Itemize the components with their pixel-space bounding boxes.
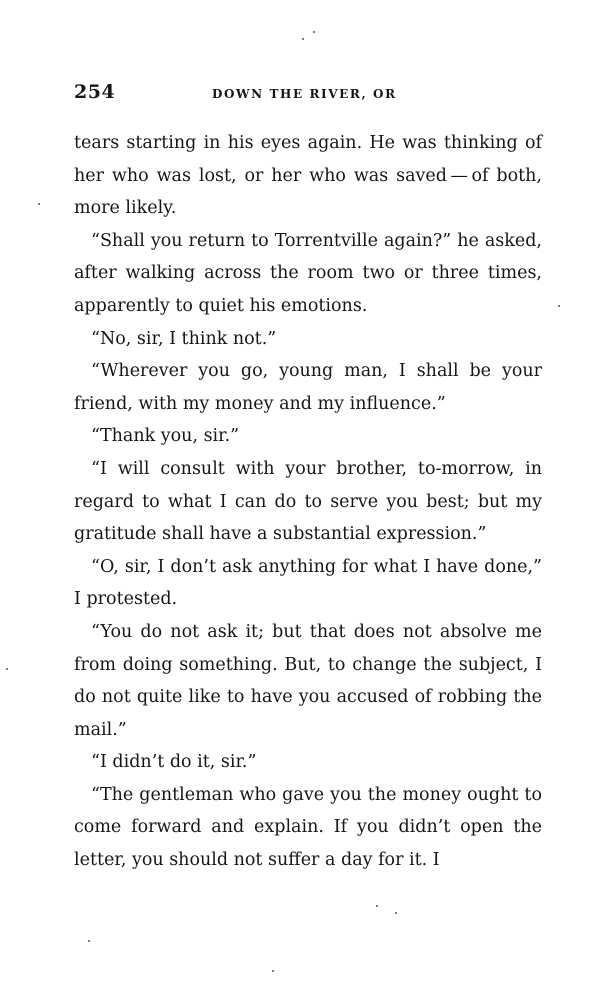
- paragraph: “The gentleman who gave you the money ought to come forward and explain. If you didn’t open the letter, you should not suffer a day for it. I: [74, 784, 542, 871]
- running-head: DOWN THE RIVER, OR: [212, 87, 397, 101]
- paragraph: tears starting in his eyes again. He was thinking of her who was lost, or her who was saved — of both, more likely.: [74, 133, 542, 219]
- ink-speck: [313, 31, 315, 33]
- paragraph: “No, sir, I think not.”: [91, 328, 277, 349]
- ink-speck: [376, 905, 378, 907]
- page-number: 254: [74, 81, 116, 103]
- ink-speck: [6, 668, 8, 670]
- paragraph: “You do not ask it; but that does not absolve me from doing something. But, to change the subject, I do not quite like to have you accused of robbing the mail.”: [74, 621, 542, 740]
- body-text: [74, 127, 542, 877]
- ink-speck: [558, 305, 560, 307]
- ink-speck: [395, 912, 397, 914]
- paragraph: “Thank you, sir.”: [91, 426, 240, 447]
- ink-speck: [302, 38, 304, 40]
- page-header: [74, 81, 544, 109]
- paragraph: “O, sir, I don’t ask anything for what I have done,” I protested.: [74, 556, 542, 610]
- paragraph: “I didn’t do it, sir.”: [91, 752, 257, 773]
- paragraph: “I will consult with your brother, to-morrow, in regard to what I can do to serve you best; but my gratitude shall have a substantial expression.”: [74, 458, 542, 545]
- paragraph: “Shall you return to Torrentville again?” he asked, after walking across the room two or three times, apparently to quiet his emotions.: [74, 230, 542, 316]
- ink-speck: [88, 940, 90, 942]
- paragraph: “Wherever you go, young man, I shall be your friend, with my money and my influence.”: [74, 361, 542, 414]
- ink-speck: [38, 203, 40, 205]
- ink-speck: [272, 970, 274, 972]
